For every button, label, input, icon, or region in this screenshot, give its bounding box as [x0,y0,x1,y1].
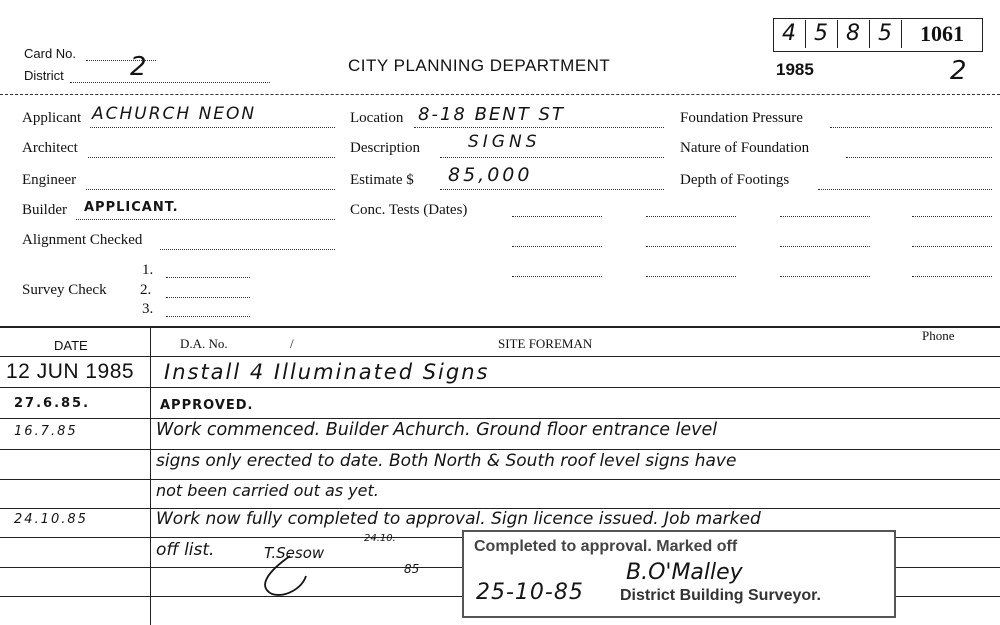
alignment-label: Alignment Checked [22,232,143,248]
applicant-value: ACHURCH NEON [92,104,257,124]
survey-line-3 [166,316,250,317]
builder-value: APPLICANT. [84,200,179,215]
district-label: District [24,68,64,83]
log-date-divider [150,326,151,625]
col-date-header: DATE [54,338,88,353]
foundation-pressure-line [830,127,992,128]
location-value: 8-18 BENT ST [418,104,565,125]
description-line [440,157,664,158]
location-label: Location [350,110,404,126]
ref-digit-3: 8 [837,20,870,48]
stamp-title: District Building Surveyor. [620,587,821,604]
conc-tests-line-7 [780,246,870,247]
conc-tests-line-12 [912,276,992,277]
log-text-6: Work now fully completed to approval. Sign licence issued. Job marked [156,509,761,529]
district-value: 2 [130,52,147,82]
builder-line [76,219,335,220]
header-divider [0,94,1000,95]
survey-item-1: 1. [142,262,154,278]
survey-line-2 [166,297,250,298]
ref-digit-2: 5 [805,20,838,48]
architect-label: Architect [22,140,78,156]
log-text-4: signs only erected to date. Both North & South roof level signs have [156,451,737,471]
department-title: CITY PLANNING DEPARTMENT [348,56,611,75]
stamp-date: 25-10-85 [476,580,584,605]
initials: T.Sesow [264,544,325,562]
engineer-label: Engineer [22,172,77,188]
log-text-2: APPROVED. [160,398,254,413]
conc-tests-line-3 [780,216,870,217]
conc-tests-line-1 [512,216,602,217]
log-header-rule [0,356,1000,357]
card-no-label: Card No. [24,46,77,61]
survey-check-label: Survey Check [22,282,107,298]
applicant-label: Applicant [22,110,82,126]
estimate-label: Estimate $ [350,172,414,188]
stamp-line-1: Completed to approval. Marked off [474,538,738,555]
ref-digit-1: 4 [773,20,806,48]
conc-tests-line-4 [912,216,992,217]
conc-tests-line-5 [512,246,602,247]
log-text-7: off list. [156,540,215,560]
stamp-signature: B.O'Malley [626,560,743,585]
initials-date-bottom: 85 [404,562,420,576]
estimate-value: 85,000 [448,164,533,186]
conc-tests-line-2 [646,216,736,217]
conc-tests-line-9 [512,276,602,277]
reference-number: 1061 [920,21,964,46]
location-line [414,127,664,128]
conc-tests-line-6 [646,246,736,247]
alignment-line [160,249,335,250]
initials-flourish [250,552,330,600]
col-da-slash: / [290,336,294,351]
log-text-3: Work commenced. Builder Achurch. Ground floor entrance level [156,420,718,440]
log-date-6: 24.10.85 [14,512,88,527]
conc-tests-line-8 [912,246,992,247]
description-value: SIGNS [468,132,541,152]
survey-item-3: 3. [142,301,154,317]
depth-footings-line [818,189,992,190]
description-label: Description [350,140,420,156]
applicant-line [90,127,335,128]
depth-footings-label: Depth of Footings [680,172,790,188]
engineer-line [86,189,335,190]
log-rule-4 [0,479,1000,480]
col-da-no-header: D.A. No. [180,336,228,351]
log-text-1: Install 4 Illuminated Signs [164,360,490,384]
initials-date-top: 24.10. [364,533,396,544]
foundation-pressure-label: Foundation Pressure [680,110,803,126]
col-site-foreman-header: SITE FOREMAN [498,336,593,351]
year-suffix: 2 [950,56,967,86]
survey-item-2: 2. [140,282,152,298]
year: 1985 [776,60,814,79]
log-date-1: 12 JUN 1985 [6,360,135,383]
log-date-3: 16.7.85 [14,424,78,439]
col-phone-header: Phone [922,328,955,343]
architect-line [88,157,335,158]
nature-foundation-line [846,157,992,158]
ref-digit-4: 5 [869,20,902,48]
conc-tests-label: Conc. Tests (Dates) [350,202,468,218]
conc-tests-line-11 [780,276,870,277]
log-rule-1 [0,387,1000,388]
survey-line-1 [166,277,250,278]
log-text-5: not been carried out as yet. [156,481,379,500]
nature-foundation-label: Nature of Foundation [680,140,810,156]
estimate-line [440,189,664,190]
builder-label: Builder [22,202,67,218]
log-rule-2 [0,418,1000,419]
log-rule-3 [0,449,1000,450]
district-line [70,82,270,83]
log-date-2: 27.6.85. [14,396,91,411]
conc-tests-line-10 [646,276,736,277]
